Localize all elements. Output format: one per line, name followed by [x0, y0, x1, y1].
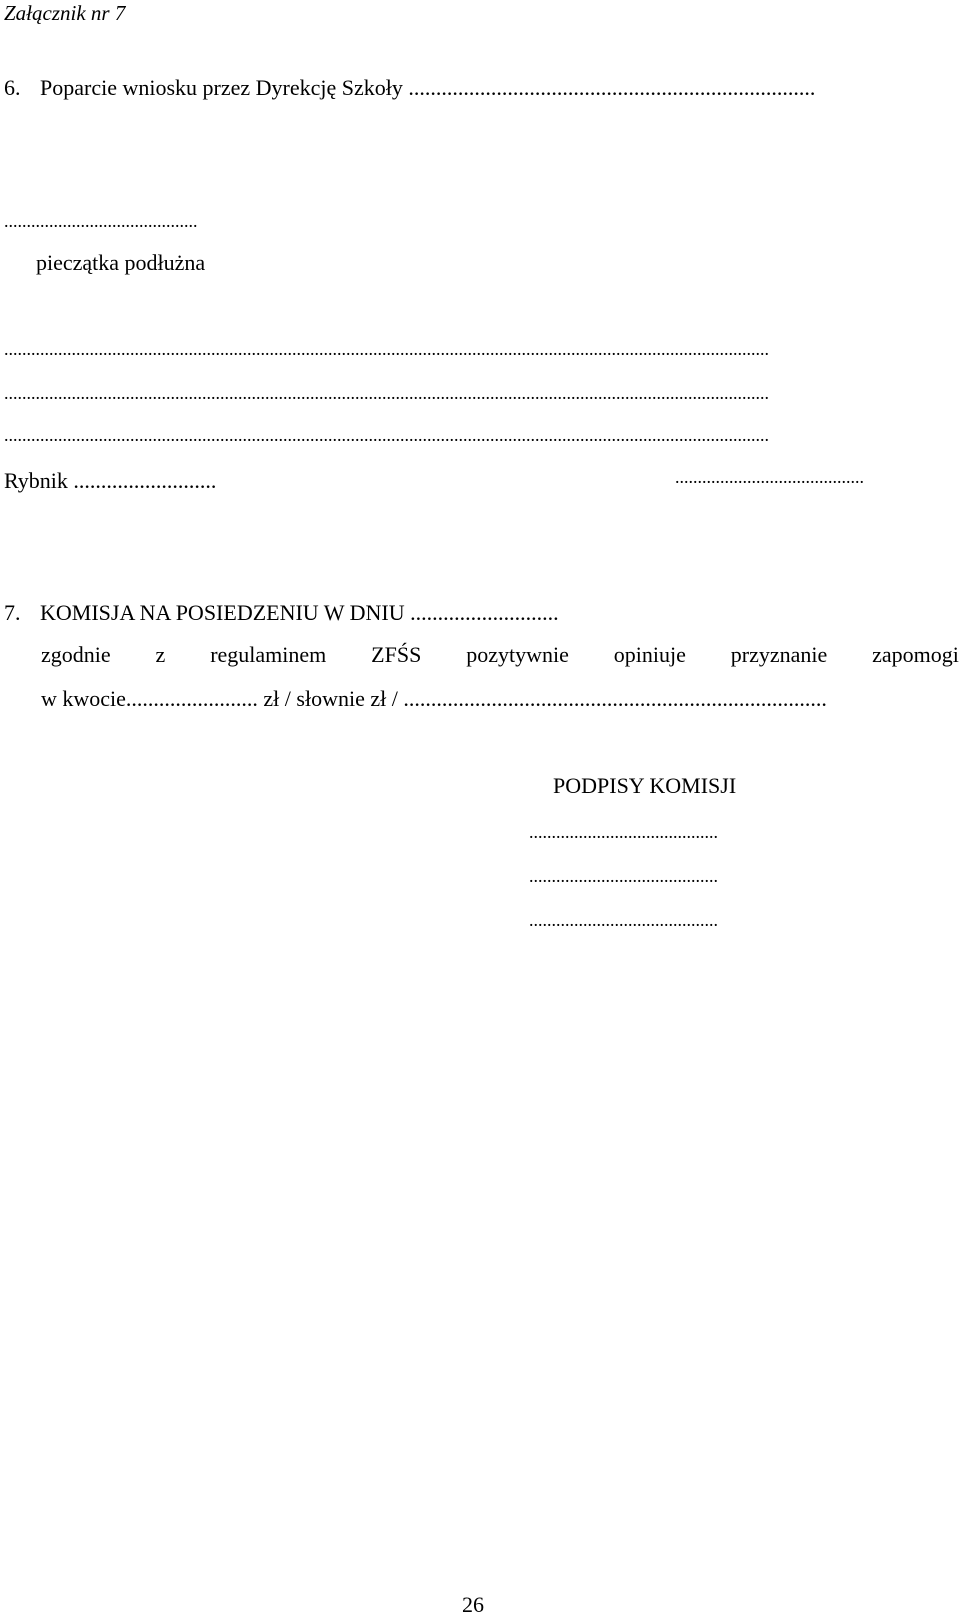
amount-line: w kwocie........................ zł / słownie zł / .............................................................................	[41, 686, 827, 711]
attachment-header: Załącznik nr 7	[4, 1, 126, 25]
opinion-word: przyznanie	[730, 642, 828, 667]
committee-signatures-title: PODPISY KOMISJI	[553, 773, 737, 798]
page-number: 26	[462, 1592, 484, 1617]
committee-signature-line-1: ..........................................	[529, 822, 718, 842]
director-signature-line: ..........................................	[675, 467, 864, 487]
opinion-word: pozytywnie	[466, 642, 569, 667]
committee-signature-line-2: ..........................................	[529, 866, 718, 886]
opinion-word: regulaminem	[210, 642, 327, 667]
section-7-heading-line	[4, 600, 559, 626]
opinion-word: zgodnie	[41, 642, 111, 667]
opinion-word: ZFŚS	[371, 642, 422, 667]
fill-line-3: ..........................................................................................................................................................................	[4, 425, 769, 445]
fill-line-2: ..........................................................................................................................................................................	[4, 383, 769, 403]
stamp-label: pieczątka podłużna	[36, 250, 206, 275]
committee-opinion-line	[41, 642, 959, 668]
section-6-number: 6.	[4, 75, 21, 100]
place-date-field: Rybnik ..........................	[4, 468, 217, 493]
opinion-word: z	[155, 642, 166, 667]
fill-line-1: ..........................................................................................................................................................................	[4, 339, 769, 359]
opinion-word: zapomogi	[872, 642, 959, 667]
committee-signature-line-3: ..........................................	[529, 910, 718, 930]
section-6-line	[4, 75, 815, 101]
section-7-heading: KOMISJA NA POSIEDZENIU W DNIU ...........................	[40, 600, 559, 625]
section-7-number: 7.	[4, 600, 21, 625]
section-6-text: Poparcie wniosku przez Dyrekcję Szkoły ..........................................................................	[40, 75, 816, 100]
stamp-dotted-line: ...........................................	[4, 211, 198, 231]
opinion-word: opiniuje	[613, 642, 686, 667]
